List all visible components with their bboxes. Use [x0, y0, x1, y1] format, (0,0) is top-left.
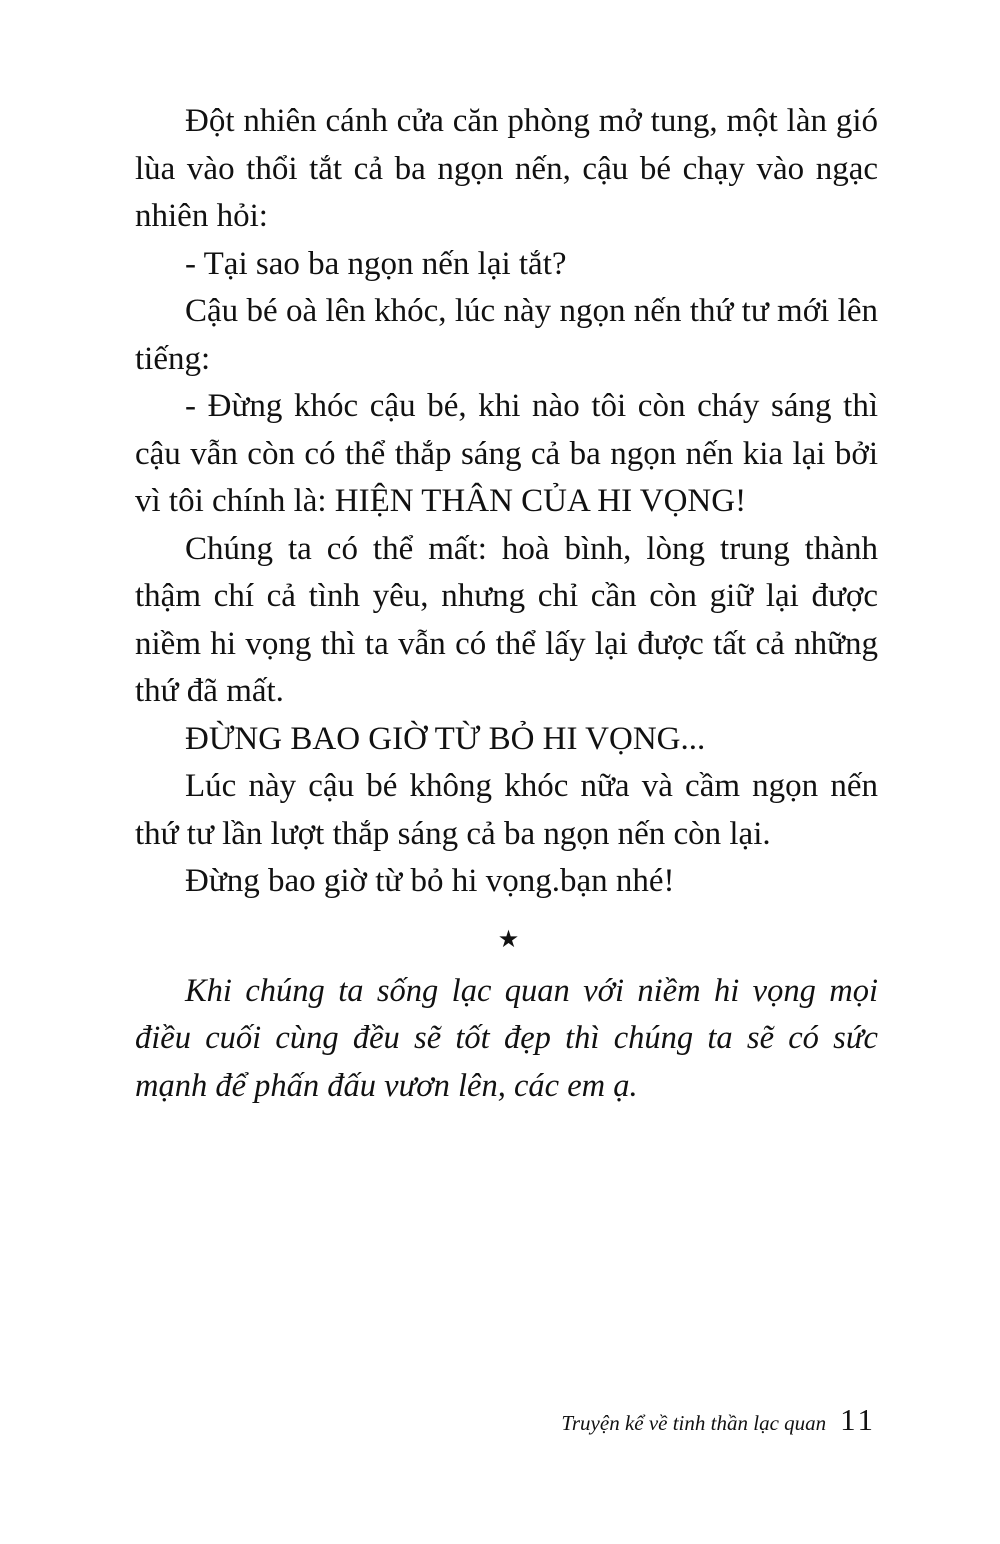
story-text [135, 98, 878, 1110]
story-paragraph: ĐỪNG BAO GIỜ TỪ BỎ HI VỌNG... [185, 720, 706, 757]
page-footer [561, 1402, 876, 1438]
story-paragraph: - Đừng khóc cậu bé, khi nào tôi còn cháy sáng thì cậu vẫn còn có thể thắp sáng cả ba ngọn nến kia lại bởi vì tôi chính là: HIỆN THÂN CỦA HI VỌNG! [135, 388, 878, 519]
star-separator-icon: ★ [497, 926, 520, 953]
running-title: Truyện kể về tinh thần lạc quan [561, 1411, 827, 1435]
story-paragraph: Đột nhiên cánh cửa căn phòng mở tung, một làn gió lùa vào thổi tắt cả ba ngọn nến, cậu bé chạy vào ngạc nhiên hỏi: [135, 103, 878, 234]
story-paragraph: Chúng ta có thể mất: hoà bình, lòng trung thành thậm chí cả tình yêu, nhưng chỉ cần còn giữ lại được niềm hi vọng thì ta vẫn có thể lấy lại được tất cả những thứ đã mất. [135, 530, 878, 709]
moral-text: Khi chúng ta sống lạc quan với niềm hi vọng mọi điều cuối cùng đều sẽ tốt đẹp thì chúng ta sẽ có sức mạnh để phấn đấu vươn lên, các em ạ. [135, 972, 878, 1104]
story-paragraph: Lúc này cậu bé không khóc nữa và cầm ngọn nến thứ tư lần lượt thắp sáng cả ba ngọn nến còn lại. [135, 768, 878, 852]
story-paragraph: - Tại sao ba ngọn nến lại tắt? [185, 245, 567, 282]
story-paragraph: Cậu bé oà lên khóc, lúc này ngọn nến thứ tư mới lên tiếng: [135, 293, 878, 377]
page-number: 11 [840, 1402, 876, 1437]
story-paragraph: Đừng bao giờ từ bỏ hi vọng.bạn nhé! [185, 863, 675, 899]
